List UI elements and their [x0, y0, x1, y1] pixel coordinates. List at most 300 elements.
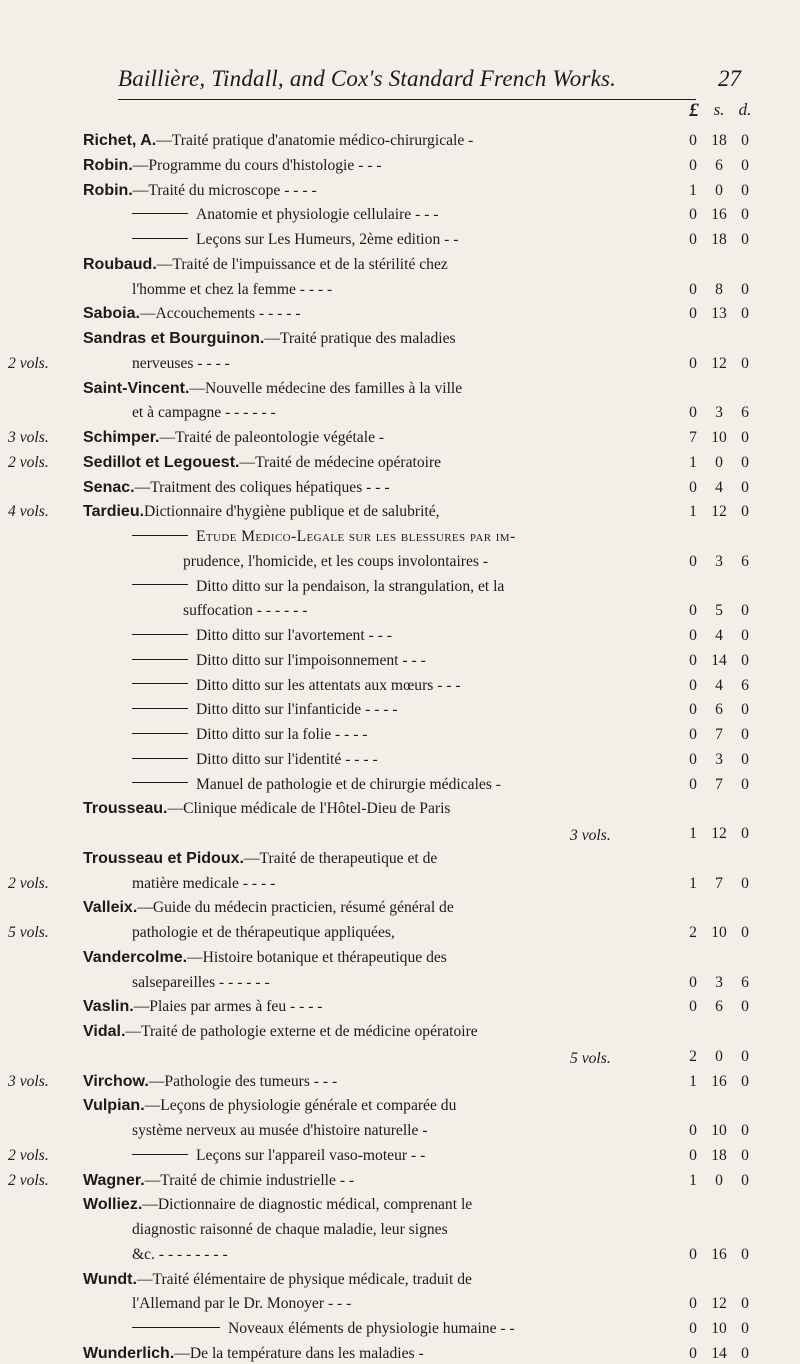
price — [680, 1146, 760, 1166]
title-text: Ditto ditto sur l'infanticide - - - - — [196, 701, 398, 719]
list-item — [0, 750, 800, 770]
title-text: suffocation - - - - - - — [183, 602, 308, 620]
author-name: Sedillot et Legouest. — [83, 453, 240, 471]
price — [680, 948, 760, 968]
list-item — [0, 304, 800, 324]
ditto-rule — [132, 1327, 220, 1328]
price — [680, 824, 760, 844]
title-text: Manuel de pathologie et de chirurgie médicales - — [196, 775, 501, 793]
title-text: —Traité de médecine opératoire — [239, 453, 442, 471]
list-item — [0, 453, 800, 473]
price-pence: 6 — [741, 404, 749, 422]
title-text: pathologie et de thérapeutique appliquées, — [132, 924, 395, 941]
author-name: Tardieu. — [83, 503, 145, 521]
price-pounds: 0 — [689, 156, 697, 174]
list-item — [0, 651, 800, 671]
author-name: Saboia. — [83, 305, 140, 323]
price — [680, 230, 760, 250]
list-item — [0, 1294, 800, 1314]
price-pounds: 1 — [689, 453, 697, 471]
price-shillings: 4 — [715, 478, 723, 496]
price-pence: 6 — [741, 676, 749, 694]
price — [680, 923, 760, 943]
list-item — [0, 502, 800, 522]
title-text: prudence, l'homicide, et les coups involontaires - — [183, 552, 489, 570]
title-text: —Traité du microscope - - - - — [132, 181, 317, 199]
entry-text — [132, 750, 378, 770]
price-pence: 0 — [741, 874, 749, 892]
price-pounds: 0 — [689, 627, 697, 644]
price-shillings: 3 — [715, 404, 723, 422]
list-item — [0, 799, 800, 819]
price-shillings: 12 — [711, 354, 727, 372]
price-pence: 0 — [741, 750, 749, 768]
volume-count: 3 vols. — [8, 1072, 49, 1090]
price — [680, 651, 760, 671]
author-name: Saint-Vincent. — [83, 379, 190, 397]
title-text: —Plaies par armes à feu - - - - — [133, 998, 323, 1016]
price-pence: 0 — [741, 726, 749, 743]
entry-text — [132, 626, 392, 646]
ditto-rule — [132, 758, 188, 759]
list-item — [0, 1072, 800, 1092]
entry-text — [132, 230, 458, 250]
title-text: —Traité de chimie industrielle - - — [144, 1171, 355, 1189]
entry-text — [132, 874, 275, 894]
price — [680, 1096, 760, 1116]
price-pounds: 0 — [689, 676, 697, 694]
price-shillings: 16 — [711, 206, 727, 224]
entry-text — [132, 1121, 428, 1141]
entry-text — [83, 997, 322, 1017]
list-item — [0, 1220, 800, 1240]
list-item — [0, 230, 800, 250]
entry-text — [132, 651, 426, 671]
volume-count: 3 vols. — [570, 827, 611, 844]
price-pounds: 0 — [689, 726, 697, 743]
title-text: l'homme et chez la femme - - - - — [132, 280, 333, 298]
price-shillings: 3 — [715, 973, 723, 991]
price-shillings: 7 — [715, 874, 723, 892]
price-shillings: 3 — [715, 750, 723, 768]
price-pence: 0 — [741, 280, 749, 298]
author-name: Wunderlich. — [83, 1344, 175, 1362]
volume-count: 3 vols. — [8, 429, 49, 446]
price — [680, 453, 760, 473]
price — [680, 552, 760, 572]
list-item — [0, 354, 800, 374]
volume-count: 4 vols. — [8, 503, 49, 521]
title-text: —Traité pratique d'anatomie médico-chirurgicale - — [156, 132, 474, 149]
author-name: Roubaud. — [83, 255, 157, 273]
entry-text — [83, 131, 473, 151]
author-name: Vaslin. — [83, 998, 134, 1016]
entry-text — [83, 898, 454, 918]
entry-text — [132, 923, 395, 943]
list-item — [0, 1344, 800, 1364]
price-shillings: 16 — [711, 1072, 727, 1090]
price — [680, 1022, 760, 1042]
title-text: —Traité de therapeutique et de — [243, 849, 438, 867]
price — [680, 403, 760, 423]
price — [680, 1294, 760, 1314]
price — [680, 1220, 760, 1240]
title-text: nerveuses - - - - — [132, 354, 230, 372]
price-pounds: 0 — [689, 1320, 697, 1337]
price-shillings: 16 — [711, 1245, 727, 1263]
price — [680, 354, 760, 374]
volume-count: 2 vols. — [8, 1171, 49, 1189]
price-shillings: 6 — [715, 701, 723, 719]
title-text: Ditto ditto sur la pendaison, la strangulation, et la — [196, 577, 505, 595]
price — [680, 527, 760, 547]
ditto-rule — [132, 584, 188, 585]
list-item — [0, 379, 800, 399]
volume-count: 5 vols. — [570, 1049, 611, 1067]
title-text: Etude Medico-Legale sur les blessures par im- — [196, 528, 516, 545]
price-pence: 0 — [741, 1146, 749, 1164]
price-pence: 0 — [741, 132, 749, 149]
price — [680, 1195, 760, 1215]
list-item — [0, 874, 800, 894]
price-shillings: 10 — [711, 1320, 727, 1337]
title-text: —Traité de paleontologie végétale - — [159, 429, 385, 446]
entry-text — [132, 1146, 425, 1166]
title-text: —Pathologie des tumeurs - - - — [148, 1072, 338, 1090]
price-pence: 0 — [741, 305, 749, 323]
shillings-header: s. — [713, 100, 725, 119]
price-pence: 0 — [741, 206, 749, 224]
price — [680, 750, 760, 770]
list-item — [0, 948, 800, 968]
list-item — [0, 923, 800, 943]
price — [680, 329, 760, 349]
price-shillings: 0 — [715, 1047, 723, 1065]
list-item — [0, 577, 800, 597]
title-text: —Traité élémentaire de physique médicale, traduit de — [136, 1270, 472, 1288]
price-pounds: 0 — [689, 1122, 697, 1139]
entry-text — [132, 1294, 351, 1314]
price — [680, 849, 760, 869]
price-pence: 0 — [741, 602, 749, 620]
list-item — [0, 280, 800, 300]
price-pence: 0 — [741, 156, 749, 174]
list-item — [0, 403, 800, 423]
price-pence: 0 — [741, 651, 749, 669]
price-pence: 6 — [741, 973, 749, 991]
title-text: Ditto ditto sur l'avortement - - - — [196, 627, 392, 644]
title-text: matière medicale - - - - — [132, 874, 276, 892]
price-shillings: 10 — [711, 429, 727, 446]
price-shillings: 10 — [711, 924, 727, 941]
ditto-rule — [132, 733, 188, 734]
price-shillings: 12 — [711, 1295, 727, 1313]
list-item — [0, 131, 800, 151]
price-pence: 0 — [741, 1122, 749, 1139]
entry-text — [132, 527, 516, 547]
title-text: —De la température dans les maladies - — [174, 1344, 424, 1362]
price-pounds: 0 — [689, 404, 697, 422]
price-pounds: 1 — [689, 1072, 697, 1090]
price — [680, 626, 760, 646]
price-shillings: 18 — [711, 231, 727, 248]
entry-text — [132, 676, 461, 696]
price-pounds: 0 — [689, 280, 697, 298]
price — [680, 799, 760, 819]
price-shillings: 12 — [711, 503, 727, 521]
entry-text — [83, 379, 462, 399]
entry-text — [83, 1096, 456, 1116]
price-pounds: 7 — [689, 429, 697, 446]
list-item — [0, 552, 800, 572]
pounds-header: £ — [689, 100, 699, 121]
entry-text — [83, 428, 384, 448]
title-text: système nerveux au musée d'histoire naturelle - — [132, 1122, 428, 1139]
entry-text — [132, 1220, 448, 1240]
title-text: Dictionnaire d'hygiène publique et de salubrité, — [144, 503, 440, 521]
list-item — [0, 205, 800, 225]
price — [680, 1047, 760, 1067]
price — [680, 1072, 760, 1092]
entry-text — [132, 354, 230, 374]
price-pounds: 0 — [689, 651, 697, 669]
price-pounds: 0 — [689, 1344, 697, 1362]
entry-text — [83, 478, 390, 498]
ditto-rule — [132, 213, 188, 214]
price-pounds: 0 — [689, 1245, 697, 1263]
author-name: Sandras et Bourguinon. — [83, 330, 265, 347]
list-item — [0, 1171, 800, 1191]
list-item — [0, 1022, 800, 1042]
price-pence: 0 — [741, 181, 749, 199]
price-pounds: 0 — [689, 231, 697, 248]
author-name: Vandercolme. — [83, 948, 188, 966]
author-name: Richet, A. — [83, 132, 157, 149]
price-pounds: 0 — [689, 206, 697, 224]
list-item — [0, 428, 800, 448]
title-text: —Accouchements - - - - - — [139, 305, 301, 323]
price-pounds: 2 — [689, 924, 697, 941]
price-pounds: 1 — [689, 1171, 697, 1189]
ditto-rule — [132, 683, 188, 684]
price-pounds: 0 — [689, 701, 697, 719]
price-shillings: 7 — [715, 726, 723, 743]
title-text: Leçons sur Les Humeurs, 2ème edition - - — [196, 231, 459, 248]
price-shillings: 12 — [711, 825, 727, 842]
title-text: —Dictionnaire de diagnostic médical, comprenant le — [142, 1196, 473, 1214]
price — [680, 304, 760, 324]
price — [680, 1270, 760, 1290]
entry-text — [83, 1344, 424, 1364]
price-pence: 0 — [741, 701, 749, 719]
title-text: Ditto ditto sur les attentats aux mœurs - - - — [196, 676, 461, 694]
title-text: Leçons sur l'appareil vaso-moteur - - — [196, 1146, 426, 1164]
price-shillings: 0 — [715, 181, 723, 199]
entry-text — [132, 280, 332, 300]
entry-text — [83, 849, 437, 869]
list-item — [0, 181, 800, 201]
title-text: salsepareilles - - - - - - — [132, 973, 270, 991]
title-text: —Traité de l'impuissance et de la stérilité chez — [156, 255, 448, 273]
price-pounds: 0 — [689, 305, 697, 323]
author-name: Robin. — [83, 181, 133, 199]
list-item — [0, 1146, 800, 1166]
price — [680, 997, 760, 1017]
entry-text — [83, 304, 301, 324]
price-pence: 0 — [741, 354, 749, 372]
author-name: Trousseau. — [83, 800, 168, 818]
list-item — [0, 1270, 800, 1290]
price-pence: 0 — [741, 924, 749, 941]
list-item — [0, 527, 800, 547]
entry-text — [183, 552, 488, 572]
price-pence: 0 — [741, 775, 749, 793]
price — [680, 280, 760, 300]
title-text: diagnostic raisonné de chaque maladie, leur signes — [132, 1221, 448, 1238]
price-shillings: 8 — [715, 280, 723, 298]
price — [680, 1319, 760, 1339]
list-item — [0, 626, 800, 646]
price-shillings: 14 — [711, 651, 727, 669]
entry-text — [83, 181, 317, 201]
price-pence: 0 — [741, 503, 749, 521]
entry-text — [83, 1171, 354, 1191]
title-text: l'Allemand par le Dr. Monoyer - - - — [132, 1295, 352, 1313]
price — [680, 1245, 760, 1265]
volume-count: 2 vols. — [8, 354, 49, 372]
price — [680, 255, 760, 275]
price-pence: 0 — [741, 1072, 749, 1090]
price — [680, 676, 760, 696]
list-item — [0, 255, 800, 275]
entry-text — [132, 1319, 515, 1339]
list-item — [0, 1319, 800, 1339]
price-pence: 0 — [741, 1320, 749, 1337]
entry-text — [132, 775, 501, 795]
list-item — [0, 156, 800, 176]
list-item — [0, 601, 800, 621]
price-pence: 0 — [741, 1171, 749, 1189]
price-shillings: 18 — [711, 132, 727, 149]
list-item — [0, 676, 800, 696]
entry-text — [83, 329, 456, 349]
volume-count: 5 vols. — [8, 924, 49, 941]
entry-text — [83, 502, 440, 522]
price-shillings: 18 — [711, 1146, 727, 1164]
price-pounds: 0 — [689, 1146, 697, 1164]
price-shillings: 3 — [715, 552, 723, 570]
list-item — [0, 1047, 800, 1067]
ditto-rule — [132, 1154, 188, 1155]
price-pounds: 0 — [689, 750, 697, 768]
entry-text — [132, 973, 270, 993]
title-text: Ditto ditto sur la folie - - - - — [196, 726, 368, 743]
title-text: —Traité de pathologie externe et de médicine opératoire — [125, 1023, 478, 1040]
running-head: Baillière, Tindall, and Cox's Standard French Works. — [118, 66, 617, 91]
price-pounds: 0 — [689, 478, 697, 496]
price-pence: 0 — [741, 231, 749, 248]
volume-count: 2 vols. — [8, 1146, 49, 1164]
price-pounds: 0 — [689, 998, 697, 1016]
author-name: Senac. — [83, 478, 135, 496]
pence-header: d. — [738, 100, 752, 119]
title-text: Noveaux éléments de physiologie humaine - - — [228, 1320, 515, 1337]
price-pence: 0 — [741, 1245, 749, 1263]
price-pence: 0 — [741, 1295, 749, 1313]
price-pence: 0 — [741, 1344, 749, 1362]
price-pounds: 1 — [689, 181, 697, 199]
price-pounds: 0 — [689, 354, 697, 372]
ditto-rule — [132, 708, 188, 709]
list-item — [0, 1121, 800, 1141]
title-text: et à campagne - - - - - - — [132, 404, 276, 422]
entry-text — [83, 1270, 472, 1290]
price — [680, 205, 760, 225]
list-item — [0, 478, 800, 498]
entry-text — [132, 1245, 228, 1265]
price-shillings: 14 — [711, 1344, 727, 1362]
entry-text — [132, 403, 276, 423]
list-item — [0, 1245, 800, 1265]
price-pounds: 1 — [689, 874, 697, 892]
price-pounds: 0 — [689, 602, 697, 620]
price-pence: 6 — [741, 552, 749, 570]
entry-text — [132, 725, 368, 745]
list-item — [0, 725, 800, 745]
title-text: &c. - - - - - - - - — [132, 1245, 228, 1263]
author-name: Vidal. — [83, 1023, 126, 1040]
price — [680, 156, 760, 176]
price-shillings: 6 — [715, 156, 723, 174]
entry-text — [132, 700, 398, 720]
entry-text — [132, 577, 504, 597]
price-shillings: 6 — [715, 998, 723, 1016]
title-text: —Nouvelle médecine des familles à la ville — [189, 379, 463, 397]
price-pence: 0 — [741, 998, 749, 1016]
price-pounds: 0 — [689, 973, 697, 991]
entry-text — [83, 948, 447, 968]
price — [680, 1171, 760, 1191]
price — [680, 775, 760, 795]
price — [680, 478, 760, 498]
price-pence: 0 — [741, 627, 749, 644]
entry-text — [83, 453, 441, 473]
price-shillings: 0 — [715, 1171, 723, 1189]
ditto-rule — [132, 634, 188, 635]
price — [680, 898, 760, 918]
price-pounds: 0 — [689, 1295, 697, 1313]
list-item — [0, 775, 800, 795]
volume-count: 2 vols. — [8, 874, 49, 892]
ditto-rule — [132, 238, 188, 239]
entry-text — [132, 205, 439, 225]
list-item — [0, 700, 800, 720]
author-name: Valleix. — [83, 899, 138, 917]
list-item — [0, 1195, 800, 1215]
list-item — [0, 849, 800, 869]
price-shillings: 0 — [715, 453, 723, 471]
price-pounds: 1 — [689, 825, 697, 842]
price — [680, 1121, 760, 1141]
price-pounds: 1 — [689, 503, 697, 521]
ditto-rule — [132, 659, 188, 660]
price — [680, 131, 760, 151]
title-text: —Histoire botanique et thérapeutique des — [187, 948, 447, 966]
price-pence: 0 — [741, 453, 749, 471]
price — [680, 1344, 760, 1364]
title-text: Ditto ditto sur l'identité - - - - — [196, 750, 378, 768]
price — [680, 379, 760, 399]
